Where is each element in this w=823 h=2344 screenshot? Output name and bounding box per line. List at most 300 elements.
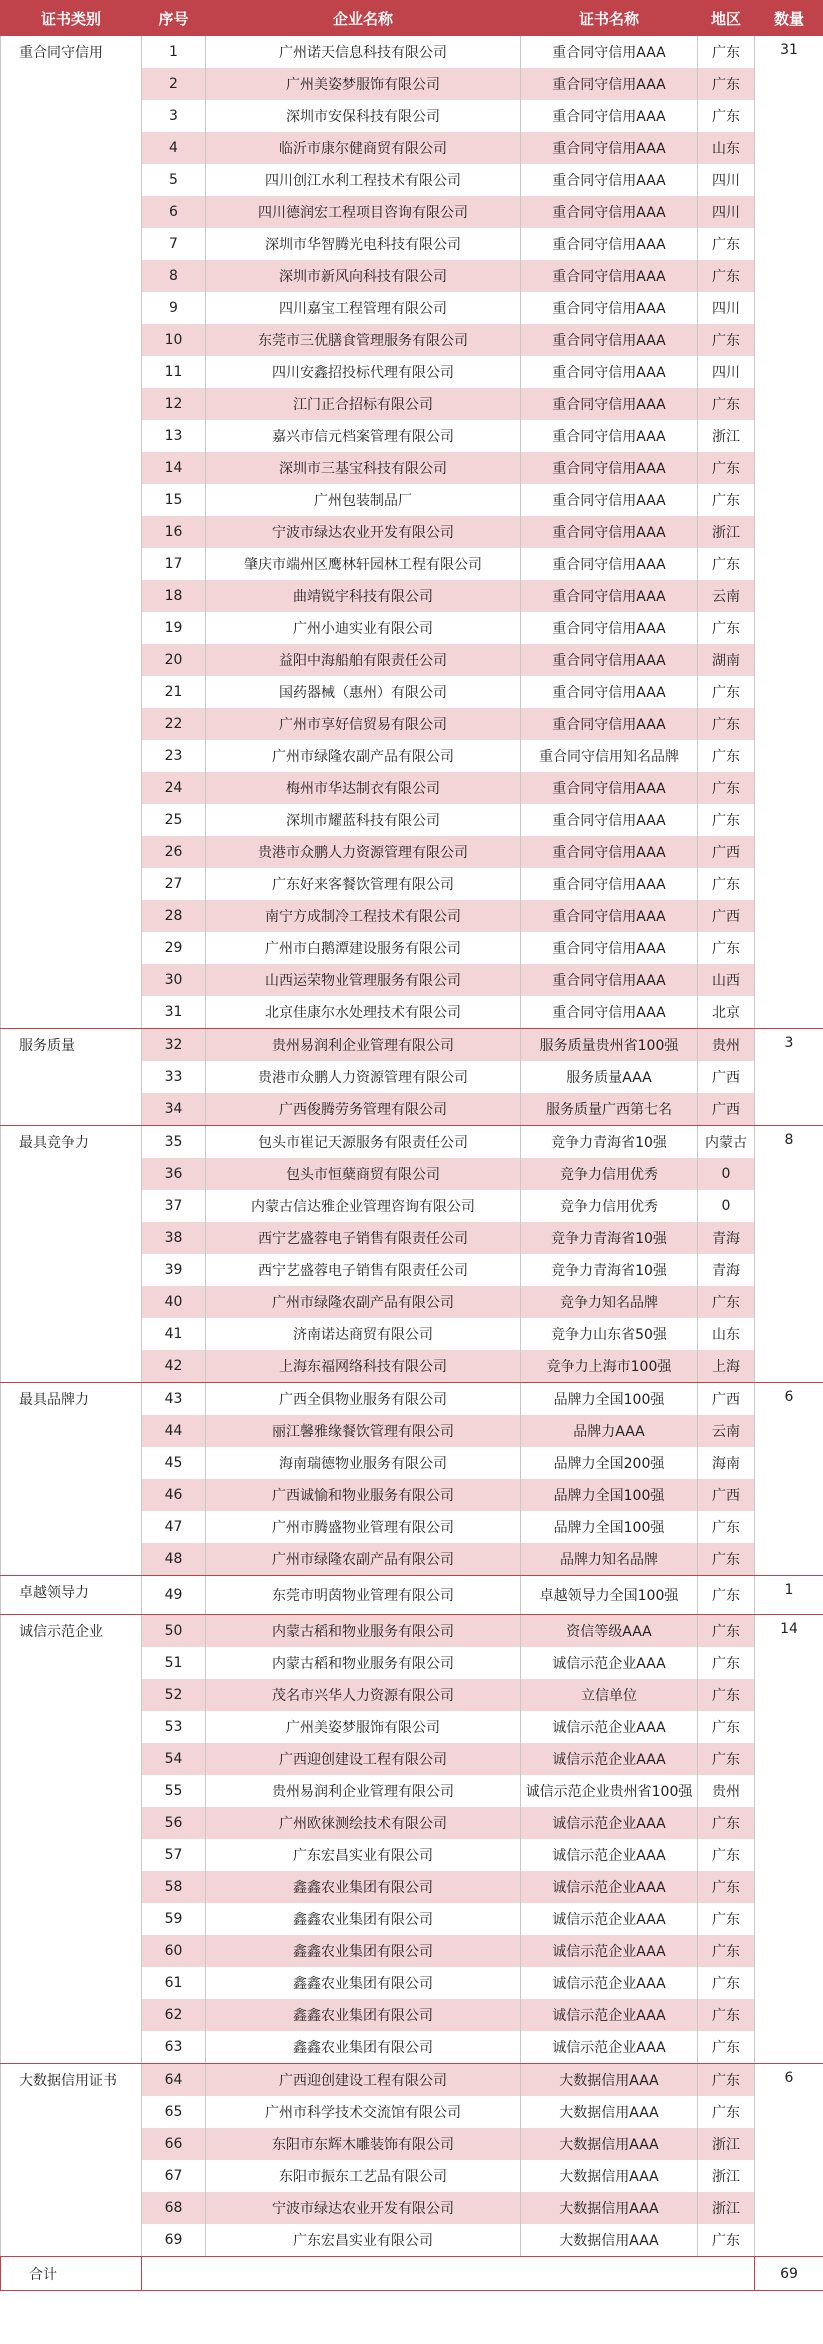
seq-cell: 67 (142, 2160, 206, 2192)
category-cell: 诚信示范企业 (1, 1615, 142, 2064)
cert-name-cell: 诚信示范企业AAA (521, 1743, 698, 1775)
cert-name-cell: 重合同守信用AAA (521, 228, 698, 260)
cert-name-cell: 竞争力上海市100强 (521, 1350, 698, 1383)
region-cell: 四川 (698, 356, 755, 388)
company-cell: 深圳市新风向科技有限公司 (206, 260, 521, 292)
company-cell: 丽江馨雅缘餐饮管理有限公司 (206, 1415, 521, 1447)
cert-name-cell: 大数据信用AAA (521, 2128, 698, 2160)
seq-cell: 66 (142, 2128, 206, 2160)
seq-cell: 23 (142, 740, 206, 772)
region-cell: 广东 (698, 484, 755, 516)
seq-cell: 33 (142, 1061, 206, 1093)
region-cell: 广东 (698, 1999, 755, 2031)
company-cell: 包头市崔记天源服务有限责任公司 (206, 1126, 521, 1159)
cert-name-cell: 重合同守信用AAA (521, 292, 698, 324)
seq-cell: 41 (142, 1318, 206, 1350)
region-cell: 广东 (698, 2064, 755, 2097)
region-cell: 海南 (698, 1447, 755, 1479)
cert-name-cell: 重合同守信用AAA (521, 836, 698, 868)
seq-cell: 69 (142, 2224, 206, 2257)
company-cell: 肇庆市端州区鹰林轩园林工程有限公司 (206, 548, 521, 580)
cert-name-cell: 立信单位 (521, 1679, 698, 1711)
seq-cell: 34 (142, 1093, 206, 1126)
table-row (1, 2064, 823, 2097)
region-cell: 浙江 (698, 2192, 755, 2224)
cert-name-cell: 品牌力全国100强 (521, 1383, 698, 1416)
seq-cell: 59 (142, 1903, 206, 1935)
company-cell: 广西迎创建设工程有限公司 (206, 1743, 521, 1775)
seq-cell: 6 (142, 196, 206, 228)
region-cell: 四川 (698, 164, 755, 196)
company-cell: 宁波市绿达农业开发有限公司 (206, 516, 521, 548)
region-cell: 浙江 (698, 2128, 755, 2160)
region-cell: 广东 (698, 100, 755, 132)
region-cell: 广东 (698, 612, 755, 644)
seq-cell: 61 (142, 1967, 206, 1999)
cert-name-cell: 竞争力青海省10强 (521, 1126, 698, 1159)
seq-cell: 20 (142, 644, 206, 676)
cert-name-cell: 重合同守信用AAA (521, 868, 698, 900)
region-cell: 广东 (698, 1935, 755, 1967)
region-cell: 广东 (698, 868, 755, 900)
company-cell: 广东好来客餐饮管理有限公司 (206, 868, 521, 900)
region-cell: 广东 (698, 1743, 755, 1775)
region-cell: 广东 (698, 1615, 755, 1648)
cert-name-cell: 重合同守信用AAA (521, 676, 698, 708)
company-cell: 益阳中海船舶有限责任公司 (206, 644, 521, 676)
seq-cell: 58 (142, 1871, 206, 1903)
seq-cell: 64 (142, 2064, 206, 2097)
company-cell: 贵港市众鹏人力资源管理有限公司 (206, 836, 521, 868)
company-cell: 广州美姿梦服饰有限公司 (206, 68, 521, 100)
category-cell: 最具品牌力 (1, 1383, 142, 1576)
cert-name-cell: 诚信示范企业贵州省100强 (521, 1775, 698, 1807)
region-cell: 北京 (698, 996, 755, 1029)
seq-cell: 22 (142, 708, 206, 740)
header-cert-name: 证书名称 (521, 1, 698, 36)
cert-name-cell: 大数据信用AAA (521, 2160, 698, 2192)
region-cell: 四川 (698, 292, 755, 324)
total-blank (142, 2257, 755, 2291)
company-cell: 广州市绿隆农副产品有限公司 (206, 1286, 521, 1318)
cert-name-cell: 重合同守信用知名品牌 (521, 740, 698, 772)
company-cell: 梅州市华达制衣有限公司 (206, 772, 521, 804)
seq-cell: 35 (142, 1126, 206, 1159)
category-cell: 大数据信用证书 (1, 2064, 142, 2257)
cert-name-cell: 重合同守信用AAA (521, 996, 698, 1029)
company-cell: 江门正合招标有限公司 (206, 388, 521, 420)
cert-name-cell: 重合同守信用AAA (521, 36, 698, 69)
seq-cell: 14 (142, 452, 206, 484)
seq-cell: 31 (142, 996, 206, 1029)
cert-name-cell: 重合同守信用AAA (521, 484, 698, 516)
region-cell: 山东 (698, 1318, 755, 1350)
cert-name-cell: 诚信示范企业AAA (521, 1871, 698, 1903)
cert-name-cell: 竞争力青海省10强 (521, 1222, 698, 1254)
seq-cell: 3 (142, 100, 206, 132)
cert-name-cell: 诚信示范企业AAA (521, 2031, 698, 2064)
region-cell: 广东 (698, 1807, 755, 1839)
region-cell: 山东 (698, 132, 755, 164)
cert-name-cell: 竞争力青海省10强 (521, 1254, 698, 1286)
company-cell: 鑫鑫农业集团有限公司 (206, 1999, 521, 2031)
seq-cell: 54 (142, 1743, 206, 1775)
seq-cell: 9 (142, 292, 206, 324)
table-row (1, 1576, 823, 1615)
cert-name-cell: 重合同守信用AAA (521, 900, 698, 932)
seq-cell: 7 (142, 228, 206, 260)
company-cell: 深圳市三基宝科技有限公司 (206, 452, 521, 484)
cert-name-cell: 大数据信用AAA (521, 2224, 698, 2257)
cert-name-cell: 重合同守信用AAA (521, 644, 698, 676)
region-cell: 广东 (698, 1286, 755, 1318)
cert-name-cell: 重合同守信用AAA (521, 548, 698, 580)
seq-cell: 26 (142, 836, 206, 868)
region-cell: 湖南 (698, 644, 755, 676)
count-cell: 6 (755, 2064, 823, 2257)
region-cell: 云南 (698, 580, 755, 612)
company-cell: 宁波市绿达农业开发有限公司 (206, 2192, 521, 2224)
company-cell: 四川德润宏工程项目咨询有限公司 (206, 196, 521, 228)
seq-cell: 51 (142, 1647, 206, 1679)
company-cell: 四川嘉宝工程管理有限公司 (206, 292, 521, 324)
region-cell: 广东 (698, 68, 755, 100)
company-cell: 鑫鑫农业集团有限公司 (206, 1935, 521, 1967)
company-cell: 东阳市东辉木雕装饰有限公司 (206, 2128, 521, 2160)
cert-name-cell: 品牌力全国200强 (521, 1447, 698, 1479)
company-cell: 广州小迪实业有限公司 (206, 612, 521, 644)
count-cell: 6 (755, 1383, 823, 1576)
cert-name-cell: 品牌力AAA (521, 1415, 698, 1447)
company-cell: 广西迎创建设工程有限公司 (206, 2064, 521, 2097)
cert-name-cell: 诚信示范企业AAA (521, 1711, 698, 1743)
region-cell: 浙江 (698, 420, 755, 452)
table-row (1, 1615, 823, 1648)
seq-cell: 10 (142, 324, 206, 356)
seq-cell: 45 (142, 1447, 206, 1479)
region-cell: 浙江 (698, 516, 755, 548)
seq-cell: 37 (142, 1190, 206, 1222)
seq-cell: 39 (142, 1254, 206, 1286)
region-cell: 广东 (698, 1647, 755, 1679)
region-cell: 广东 (698, 452, 755, 484)
header-row (1, 1, 823, 36)
seq-cell: 36 (142, 1158, 206, 1190)
cert-name-cell: 重合同守信用AAA (521, 260, 698, 292)
region-cell: 广西 (698, 1093, 755, 1126)
region-cell: 内蒙古 (698, 1126, 755, 1159)
seq-cell: 12 (142, 388, 206, 420)
cert-name-cell: 重合同守信用AAA (521, 772, 698, 804)
cert-name-cell: 重合同守信用AAA (521, 420, 698, 452)
region-cell: 广东 (698, 1543, 755, 1576)
region-cell: 广东 (698, 1903, 755, 1935)
company-cell: 深圳市耀蓝科技有限公司 (206, 804, 521, 836)
region-cell: 贵州 (698, 1775, 755, 1807)
region-cell: 广东 (698, 676, 755, 708)
company-cell: 广州美姿梦服饰有限公司 (206, 1711, 521, 1743)
header-company: 企业名称 (206, 1, 521, 36)
company-cell: 广东宏昌实业有限公司 (206, 1839, 521, 1871)
region-cell: 四川 (698, 196, 755, 228)
seq-cell: 56 (142, 1807, 206, 1839)
cert-name-cell: 大数据信用AAA (521, 2096, 698, 2128)
company-cell: 四川创江水利工程技术有限公司 (206, 164, 521, 196)
company-cell: 曲靖锐宇科技有限公司 (206, 580, 521, 612)
cert-name-cell: 诚信示范企业AAA (521, 1903, 698, 1935)
header-seq: 序号 (142, 1, 206, 36)
seq-cell: 18 (142, 580, 206, 612)
region-cell: 广东 (698, 2224, 755, 2257)
region-cell: 广东 (698, 36, 755, 69)
seq-cell: 46 (142, 1479, 206, 1511)
cert-name-cell: 重合同守信用AAA (521, 356, 698, 388)
cert-name-cell: 重合同守信用AAA (521, 164, 698, 196)
seq-cell: 43 (142, 1383, 206, 1416)
total-count: 69 (755, 2257, 823, 2291)
region-cell: 广西 (698, 900, 755, 932)
company-cell: 东莞市明茵物业管理有限公司 (206, 1576, 521, 1615)
seq-cell: 8 (142, 260, 206, 292)
region-cell: 广东 (698, 1967, 755, 1999)
seq-cell: 25 (142, 804, 206, 836)
region-cell: 广东 (698, 2031, 755, 2064)
region-cell: 广东 (698, 1511, 755, 1543)
region-cell: 广东 (698, 1679, 755, 1711)
seq-cell: 27 (142, 868, 206, 900)
company-cell: 海南瑞德物业服务有限公司 (206, 1447, 521, 1479)
region-cell: 广西 (698, 1383, 755, 1416)
region-cell: 云南 (698, 1415, 755, 1447)
company-cell: 广州包装制品厂 (206, 484, 521, 516)
region-cell: 广东 (698, 804, 755, 836)
cert-name-cell: 重合同守信用AAA (521, 516, 698, 548)
seq-cell: 1 (142, 36, 206, 69)
total-label: 合计 (1, 2257, 142, 2291)
seq-cell: 40 (142, 1286, 206, 1318)
cert-name-cell: 大数据信用AAA (521, 2192, 698, 2224)
cert-name-cell: 重合同守信用AAA (521, 964, 698, 996)
table-row (1, 1126, 823, 1159)
seq-cell: 13 (142, 420, 206, 452)
seq-cell: 63 (142, 2031, 206, 2064)
company-cell: 包头市恒蘖商贸有限公司 (206, 1158, 521, 1190)
seq-cell: 44 (142, 1415, 206, 1447)
category-cell: 最具竞争力 (1, 1126, 142, 1383)
region-cell: 广西 (698, 1479, 755, 1511)
count-cell: 31 (755, 36, 823, 1029)
seq-cell: 5 (142, 164, 206, 196)
cert-name-cell: 资信等级AAA (521, 1615, 698, 1648)
seq-cell: 19 (142, 612, 206, 644)
company-cell: 广州欧徕测绘技术有限公司 (206, 1807, 521, 1839)
company-cell: 济南诺达商贸有限公司 (206, 1318, 521, 1350)
table-row (1, 36, 823, 69)
seq-cell: 47 (142, 1511, 206, 1543)
region-cell: 广东 (698, 1839, 755, 1871)
company-cell: 西宁艺盛蓉电子销售有限责任公司 (206, 1254, 521, 1286)
region-cell: 广东 (698, 1576, 755, 1615)
seq-cell: 24 (142, 772, 206, 804)
company-cell: 深圳市安保科技有限公司 (206, 100, 521, 132)
region-cell: 浙江 (698, 2160, 755, 2192)
company-cell: 广西全俱物业服务有限公司 (206, 1383, 521, 1416)
company-cell: 东阳市振东工艺品有限公司 (206, 2160, 521, 2192)
company-cell: 国药器械（惠州）有限公司 (206, 676, 521, 708)
header-category: 证书类别 (1, 1, 142, 36)
cert-name-cell: 重合同守信用AAA (521, 100, 698, 132)
region-cell: 上海 (698, 1350, 755, 1383)
cert-name-cell: 竞争力信用优秀 (521, 1158, 698, 1190)
seq-cell: 21 (142, 676, 206, 708)
cert-name-cell: 重合同守信用AAA (521, 932, 698, 964)
count-cell: 14 (755, 1615, 823, 2064)
company-cell: 广西俊腾劳务管理有限公司 (206, 1093, 521, 1126)
cert-name-cell: 重合同守信用AAA (521, 452, 698, 484)
company-cell: 内蒙古信达雅企业管理咨询有限公司 (206, 1190, 521, 1222)
cert-name-cell: 重合同守信用AAA (521, 324, 698, 356)
count-cell: 3 (755, 1029, 823, 1126)
region-cell: 广东 (698, 388, 755, 420)
count-cell: 1 (755, 1576, 823, 1615)
table-body (1, 36, 823, 2291)
cert-name-cell: 诚信示范企业AAA (521, 1935, 698, 1967)
cert-name-cell: 大数据信用AAA (521, 2064, 698, 2097)
company-cell: 内蒙古稻和物业服务有限公司 (206, 1615, 521, 1648)
cert-name-cell: 品牌力全国100强 (521, 1511, 698, 1543)
cert-name-cell: 重合同守信用AAA (521, 612, 698, 644)
table-row (1, 1029, 823, 1062)
seq-cell: 42 (142, 1350, 206, 1383)
header-count: 数量 (755, 1, 823, 36)
cert-name-cell: 重合同守信用AAA (521, 708, 698, 740)
count-cell: 8 (755, 1126, 823, 1383)
cert-name-cell: 重合同守信用AAA (521, 804, 698, 836)
region-cell: 广东 (698, 2096, 755, 2128)
company-cell: 广州市绿隆农副产品有限公司 (206, 1543, 521, 1576)
region-cell: 广东 (698, 228, 755, 260)
seq-cell: 32 (142, 1029, 206, 1062)
table-row (1, 1383, 823, 1416)
company-cell: 鑫鑫农业集团有限公司 (206, 1871, 521, 1903)
region-cell: 广东 (698, 740, 755, 772)
company-cell: 西宁艺盛蓉电子销售有限责任公司 (206, 1222, 521, 1254)
seq-cell: 53 (142, 1711, 206, 1743)
region-cell: 贵州 (698, 1029, 755, 1062)
cert-name-cell: 重合同守信用AAA (521, 196, 698, 228)
region-cell: 广东 (698, 260, 755, 292)
region-cell: 广西 (698, 1061, 755, 1093)
cert-name-cell: 竞争力山东省50强 (521, 1318, 698, 1350)
company-cell: 广州诺天信息科技有限公司 (206, 36, 521, 69)
company-cell: 鑫鑫农业集团有限公司 (206, 2031, 521, 2064)
region-cell: 广东 (698, 772, 755, 804)
cert-name-cell: 诚信示范企业AAA (521, 1999, 698, 2031)
company-cell: 广州市绿隆农副产品有限公司 (206, 740, 521, 772)
company-cell: 嘉兴市信元档案管理有限公司 (206, 420, 521, 452)
company-cell: 广东宏昌实业有限公司 (206, 2224, 521, 2257)
region-cell: 广东 (698, 548, 755, 580)
cert-name-cell: 品牌力知名品牌 (521, 1543, 698, 1576)
seq-cell: 15 (142, 484, 206, 516)
company-cell: 鑫鑫农业集团有限公司 (206, 1903, 521, 1935)
region-cell: 山西 (698, 964, 755, 996)
company-cell: 广西诚愉和物业服务有限公司 (206, 1479, 521, 1511)
cert-name-cell: 重合同守信用AAA (521, 580, 698, 612)
company-cell: 广州市腾盛物业管理有限公司 (206, 1511, 521, 1543)
seq-cell: 57 (142, 1839, 206, 1871)
cert-name-cell: 诚信示范企业AAA (521, 1647, 698, 1679)
company-cell: 上海东福网络科技有限公司 (206, 1350, 521, 1383)
company-cell: 茂名市兴华人力资源有限公司 (206, 1679, 521, 1711)
seq-cell: 65 (142, 2096, 206, 2128)
company-cell: 山西运荣物业管理服务有限公司 (206, 964, 521, 996)
region-cell: 广东 (698, 932, 755, 964)
company-cell: 临沂市康尔健商贸有限公司 (206, 132, 521, 164)
region-cell: 广东 (698, 1871, 755, 1903)
cert-name-cell: 重合同守信用AAA (521, 132, 698, 164)
cert-name-cell: 重合同守信用AAA (521, 68, 698, 100)
cert-name-cell: 竞争力知名品牌 (521, 1286, 698, 1318)
company-cell: 广州市白鹅潭建设服务有限公司 (206, 932, 521, 964)
category-cell: 服务质量 (1, 1029, 142, 1126)
seq-cell: 50 (142, 1615, 206, 1648)
company-cell: 深圳市华智腾光电科技有限公司 (206, 228, 521, 260)
seq-cell: 28 (142, 900, 206, 932)
seq-cell: 2 (142, 68, 206, 100)
seq-cell: 30 (142, 964, 206, 996)
category-cell: 卓越领导力 (1, 1576, 142, 1615)
seq-cell: 55 (142, 1775, 206, 1807)
cert-name-cell: 服务质量贵州省100强 (521, 1029, 698, 1062)
company-cell: 南宁方成制冷工程技术有限公司 (206, 900, 521, 932)
seq-cell: 49 (142, 1576, 206, 1615)
seq-cell: 11 (142, 356, 206, 388)
company-cell: 鑫鑫农业集团有限公司 (206, 1967, 521, 1999)
company-cell: 贵州易润利企业管理有限公司 (206, 1775, 521, 1807)
seq-cell: 62 (142, 1999, 206, 2031)
company-cell: 广州市享好信贸易有限公司 (206, 708, 521, 740)
category-cell: 重合同守信用 (1, 36, 142, 1029)
seq-cell: 17 (142, 548, 206, 580)
company-cell: 北京佳康尔水处理技术有限公司 (206, 996, 521, 1029)
seq-cell: 16 (142, 516, 206, 548)
region-cell: 广东 (698, 708, 755, 740)
header-region: 地区 (698, 1, 755, 36)
cert-name-cell: 诚信示范企业AAA (521, 1839, 698, 1871)
region-cell: 0 (698, 1158, 755, 1190)
cert-name-cell: 品牌力全国100强 (521, 1479, 698, 1511)
region-cell: 广东 (698, 324, 755, 356)
cert-name-cell: 竞争力信用优秀 (521, 1190, 698, 1222)
cert-name-cell: 卓越领导力全国100强 (521, 1576, 698, 1615)
region-cell: 广西 (698, 836, 755, 868)
region-cell: 青海 (698, 1254, 755, 1286)
company-cell: 四川安鑫招投标代理有限公司 (206, 356, 521, 388)
seq-cell: 29 (142, 932, 206, 964)
seq-cell: 38 (142, 1222, 206, 1254)
seq-cell: 68 (142, 2192, 206, 2224)
cert-name-cell: 诚信示范企业AAA (521, 1807, 698, 1839)
cert-name-cell: 诚信示范企业AAA (521, 1967, 698, 1999)
seq-cell: 48 (142, 1543, 206, 1576)
seq-cell: 52 (142, 1679, 206, 1711)
company-cell: 广州市科学技术交流馆有限公司 (206, 2096, 521, 2128)
total-row (1, 2257, 823, 2291)
company-cell: 贵州易润利企业管理有限公司 (206, 1029, 521, 1062)
cert-name-cell: 服务质量广西第七名 (521, 1093, 698, 1126)
region-cell: 广东 (698, 1711, 755, 1743)
